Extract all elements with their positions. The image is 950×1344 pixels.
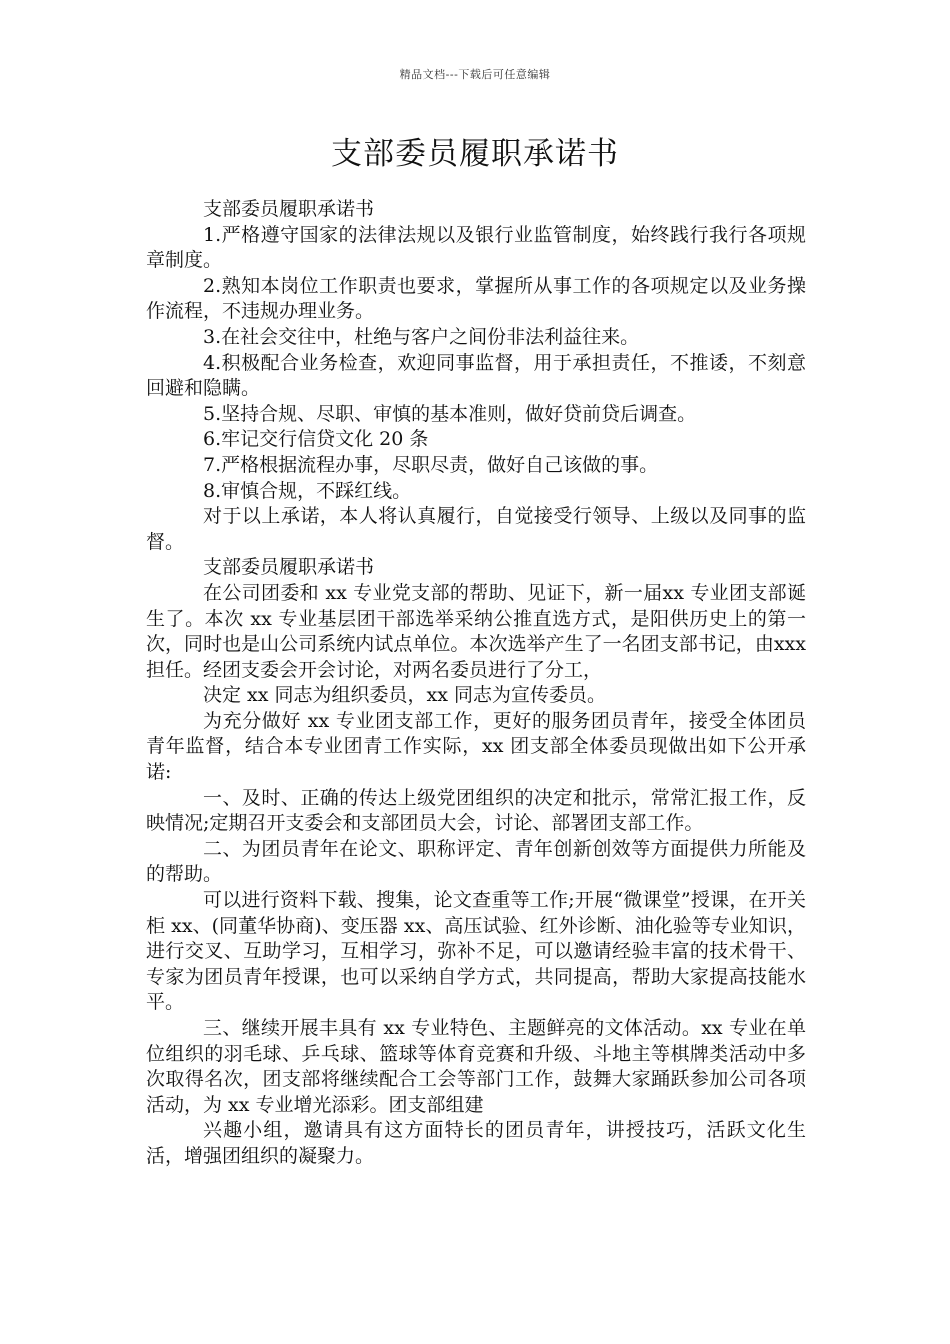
document-title: 支部委员履职承诺书 xyxy=(331,136,619,172)
paragraph: 4.积极配合业务检查，欢迎同事监督，用于承担责任，不推诿，不刻意回避和隐瞒。 xyxy=(146,351,806,400)
paragraph: 6.牢记交行信贷文化 20 条 xyxy=(203,428,429,451)
paragraph: 在公司团委和 xx 专业党支部的帮助、见证下，新一届xx 专业团支部诞生了。本次 xx 专业基层团干部选举采纳公推直选方式，是阳供历史上的第一次，同时也是山公司系统内试点单位。本次选举产生了一名团支部书记，由xxx 担任。经团支委会开会讨论，对两名委员进行了分工， xyxy=(146,581,806,681)
paragraph: 8.审慎合规，不踩红线。 xyxy=(203,479,412,502)
paragraph: 决定 xx 同志为组织委员，xx 同志为宣传委员。 xyxy=(203,684,606,707)
paragraph: 三、继续开展丰具有 xx 专业特色、主题鲜亮的文体活动。xx 专业在单位组织的羽毛球、乒乓球、篮球等体育竞赛和升级、斗地主等棋牌类活动中多次取得名次，团支部将继续配合工会等部门工作，鼓舞大家踊跃参加公司各项活动，为 xx 专业增光添彩。团支部组建 xyxy=(146,1017,806,1116)
paragraph: 对于以上承诺，本人将认真履行，自觉接受行领导、上级以及同事的监督。 xyxy=(146,505,806,553)
paragraph: 兴趣小组，邀请具有这方面特长的团员青年，讲授技巧，活跃文化生活，增强团组织的凝聚力。 xyxy=(146,1119,806,1167)
paragraph: 5.坚持合规、尽职、审慎的基本准则，做好贷前贷后调查。 xyxy=(203,402,697,425)
header-note: 精品文档---下载后可任意编辑 xyxy=(399,68,551,81)
paragraph: 一、及时、正确的传达上级党团组织的决定和批示，常常汇报工作，反映情况;定期召开支委会和支部团员大会，讨论、部署团支部工作。 xyxy=(146,786,806,835)
document-body xyxy=(146,197,806,1170)
paragraph: 为充分做好 xx 专业团支部工作，更好的服务团员青年，接受全体团员青年监督，结合本专业团青工作实际，xx 团支部全体委员现做出如下公开承诺: xyxy=(146,709,806,784)
paragraph: 3.在社会交往中，杜绝与客户之间份非法利益往来。 xyxy=(203,325,640,348)
paragraph: 2.熟知本岗位工作职责也要求，掌握所从事工作的各项规定以及业务操作流程，不违规办理业务。 xyxy=(146,274,806,323)
paragraph: 支部委员履职承诺书 xyxy=(203,198,375,220)
paragraph: 1.严格遵守国家的法律法规以及银行业监管制度，始终践行我行各项规章制度。 xyxy=(146,223,806,272)
paragraph: 支部委员履职承诺书 xyxy=(203,556,375,579)
paragraph: 可以进行资料下载、搜集，论文查重等工作;开展“微课堂”授课，在开关柜 xx、(同董华协商)、变压器 xx、高压试验、红外诊断、油化验等专业知识，进行交叉、互助学习，互相学习，弥补不足，可以邀请经验丰富的技术骨干、专家为团员青年授课，也可以采纳自学方式，共同提高，帮助大家提高技能水平。 xyxy=(146,889,806,1014)
paragraph: 7.严格根据流程办事，尽职尽责，做好自己该做的事。 xyxy=(203,453,659,476)
paragraph: 二、为团员青年在论文、职称评定、青年创新创效等方面提供力所能及的帮助。 xyxy=(146,837,806,886)
